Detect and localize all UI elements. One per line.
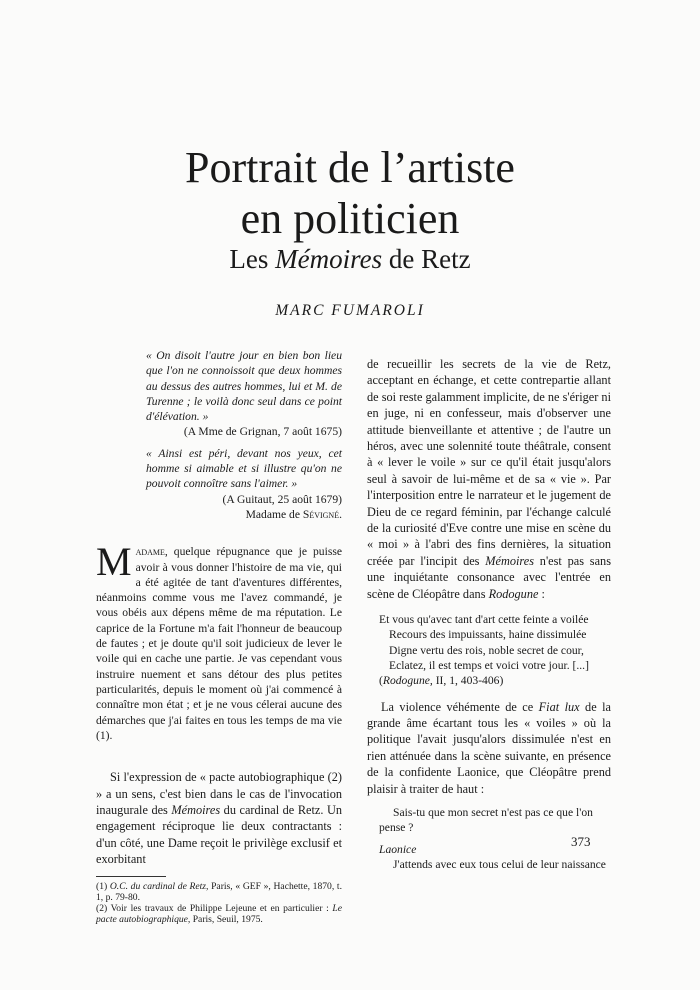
verse-quote xyxy=(379,612,611,688)
verse-2: Recours des impuissants, haine dissimulée xyxy=(389,628,587,642)
fn1-rest: Paris, « GEF », Hachette, 1870, t. 1, p. 79-80. xyxy=(96,880,342,903)
right-p2-italic: Fiat lux xyxy=(538,699,580,714)
left-p1-b: du cardinal de Retz. Un engagement réciproque lie deux contractants : d'un côté, une Dame reçoit le privilège exclusif et exorbitant xyxy=(96,802,343,867)
epigraph-2-attribution: (A Guitaut, 25 août 1679) xyxy=(222,492,342,506)
right-paragraph-1 xyxy=(367,356,611,602)
fn2-italic: Le pacte autobiographique, xyxy=(96,902,342,925)
right-column xyxy=(367,356,611,872)
fn1-italic: O.C. du cardinal de Retz, xyxy=(109,880,209,892)
author: MARC FUMAROLI xyxy=(275,302,425,319)
page-number: 373 xyxy=(571,834,591,849)
right-p1-c: : xyxy=(538,586,545,601)
left-p1-italic: Mémoires xyxy=(171,802,221,817)
epigraph-1: « On disoit l'autre jour en bien bon lieu que l'on ne connoissoit que deux hommes au dessus des autres hommes, lui et M. de Turenne ; le voilà donc seul dans ce point d'élévation. » xyxy=(146,349,342,424)
right-p1-b: n'est pas sans une inquiétante consonance avec l'entrée en scène de Cléopâtre dans xyxy=(367,553,611,601)
dialogue-speaker: Laonice xyxy=(379,842,417,856)
subtitle xyxy=(0,244,700,275)
verse-reference xyxy=(379,673,611,688)
signature-name: Sévigné. xyxy=(302,507,342,521)
title-line-1: Portrait de l’artiste xyxy=(185,143,515,192)
epigraph-2: « Ainsi est péri, devant nos yeux, cet homme si aimable et si illustre qu'on ne pouvoit connoître sans l'aimer. » xyxy=(146,446,342,491)
left-paragraph-1 xyxy=(96,769,342,867)
fn1-num: (1) xyxy=(96,880,110,892)
footnote-rule xyxy=(96,876,166,877)
right-p2-b: de la grande âme écartant tous les « voiles » où la politique l'avait jusqu'alors dissimulée n'est en rien atténuée dans la scène suivante, en présence de la confidente Laonice, que Cléopâtre prend plaisir à traiter de haut : xyxy=(367,699,611,796)
left-column xyxy=(96,348,342,925)
verse-1: Et vous qu'avec tant d'art cette feinte a voilée xyxy=(379,613,589,627)
fn2-b: Paris, Seuil, 1975. xyxy=(190,913,263,925)
verse-ref-italic: Rodogune, xyxy=(382,674,433,688)
subtitle-suffix: de Retz xyxy=(382,244,471,274)
right-p1-italic2: Rodogune xyxy=(488,586,539,601)
fn2-a: (2) Voir les travaux de Philippe Lejeune et en particulier : xyxy=(96,902,333,914)
dialogue-line-1: Sais-tu que mon secret n'est pas ce que l'on pense ? xyxy=(379,806,593,835)
verse-ref-open: ( xyxy=(379,674,383,688)
right-p2-a: La violence véhémente de ce xyxy=(381,699,539,714)
retz-quote-text: quelque répugnance que je puisse avoir à vous donner l'histoire de ma vie, qui a été agitée de tant d'aventures différentes, néanmoins comme vous me l'avez commandé, je vous obéis aux dépens même de ma réputation. Le caprice de la Fortune m'a fait l'honneur de beaucoup de fautes ; et je doute qu'il soit judicieux de lever le voile qui en cache une partie. Je vas cependant vous instruire nuement et sans détour des plus petites particularités, depuis le moment où j'ai commencé à connaître mon état ; et je ne vous célerai aucune des démarches que j'ai faites en tous les temps de ma vie (1). xyxy=(96,545,342,742)
title-line-2: en politicien xyxy=(240,194,460,243)
signature-prefix: Madame de xyxy=(245,507,303,521)
subtitle-prefix: Les xyxy=(229,244,276,274)
epigraph-1-attribution: (A Mme de Grignan, 7 août 1675) xyxy=(183,425,342,439)
right-paragraph-2 xyxy=(367,699,611,797)
verse-ref-rest: II, 1, 403-406) xyxy=(432,674,504,688)
retz-opening-quote xyxy=(96,539,342,743)
verse-3: Digne vertu des rois, noble secret de cour, xyxy=(389,643,584,657)
epigraph-signature xyxy=(96,507,342,522)
left-p1-a: Si l'expression de « pacte autobiographique (2) » a un sens, c'est bien dans le cas de l'invocation inaugurale des xyxy=(96,770,342,817)
verse-4: Eclatez, il est temps et voici votre jour. [...] xyxy=(389,658,589,672)
drop-cap: M xyxy=(96,539,132,585)
retz-first-word: adame, xyxy=(135,545,168,559)
right-p1-a: de recueillir les secrets de la vie de Retz, acceptant en échange, et cette contrepartie allant de soi reste galamment implicite, de ne s'ériger ni en juge, ni en confesseur, mais d'observer une attitude bienveillante et attentive ; de l'autre un héros, avec une solennité toute théâtrale, consent à « lever le voile » sur ce qu'il était jusqu'alors seul à savoir de lui-même et de sa « vie ». Par l'interposition entre le narrateur et le jugement de Dieu de ce regard féminin, par l'échange calculé de la curiosité d'Eve contre une mise en scène du « moi » à l'abri des fins dernières, la situation créée par l'incipit des xyxy=(367,357,611,568)
footnote-2 xyxy=(96,903,342,925)
right-p1-italic: Mémoires xyxy=(485,553,534,568)
dialogue-line-2: J'attends avec eux tous celui de leur naissance xyxy=(393,857,606,871)
subtitle-italic: Mémoires xyxy=(275,244,383,274)
footnote-1 xyxy=(96,881,342,903)
